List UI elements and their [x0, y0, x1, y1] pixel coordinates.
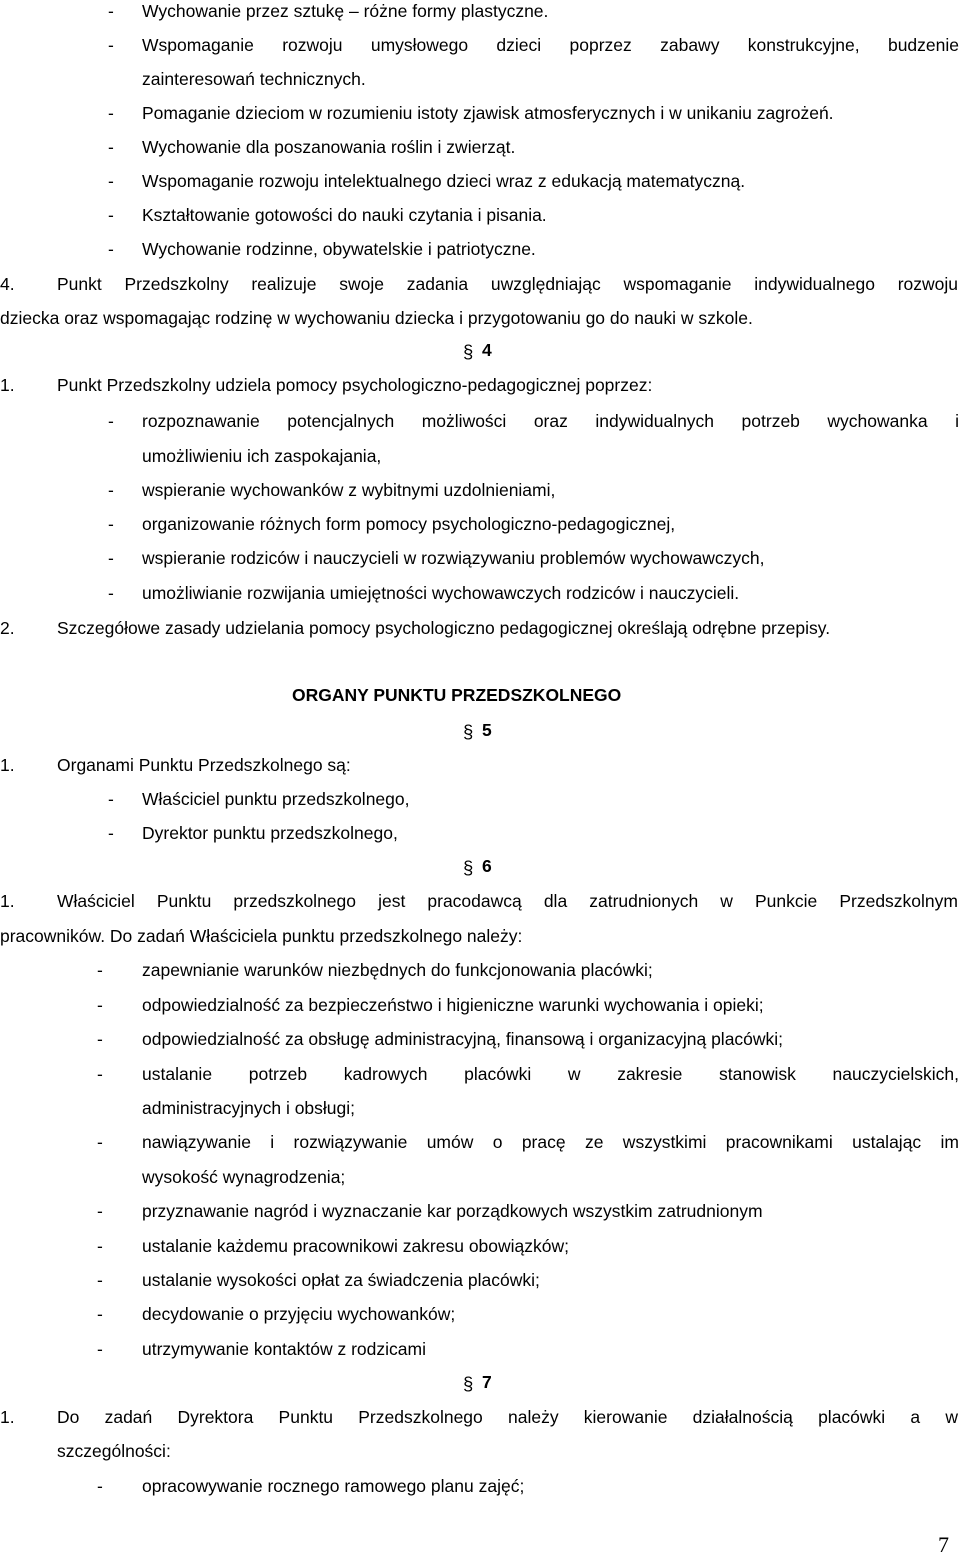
bullet-text: ustalanie potrzeb kadrowych placówki w zakresie stanowisk nauczycielskich,	[142, 1064, 959, 1084]
bullet-dash: -	[97, 1236, 103, 1256]
bullet-text: Pomaganie dzieciom w rozumieniu istoty zjawisk atmosferycznych i w unikaniu zagrożeń.	[142, 103, 834, 123]
section-number: 5	[482, 720, 492, 740]
bullet-dash: -	[97, 1339, 103, 1359]
bullet-text: ustalanie wysokości opłat za świadczenia placówki;	[142, 1270, 540, 1290]
bullet-text: wspieranie rodziców i nauczycieli w rozwiązywaniu problemów wychowawczych,	[142, 548, 765, 568]
item-number: 1.	[0, 1407, 15, 1427]
bullet-text-continuation: administracyjnych i obsługi;	[142, 1098, 356, 1118]
item-text: Punkt Przedszkolny udziela pomocy psychologiczno-pedagogicznej poprzez:	[57, 375, 653, 395]
item-number: 2.	[0, 618, 15, 638]
bullet-dash: -	[108, 411, 114, 431]
item-text-continuation: pracowników. Do zadań Właściciela punktu przedszkolnego należy:	[0, 926, 523, 946]
bullet-text: decydowanie o przyjęciu wychowanków;	[142, 1304, 456, 1324]
bullet-dash: -	[108, 823, 114, 843]
section-sign: §	[463, 341, 474, 362]
bullet-text: nawiązywanie i rozwiązywanie umów o pracę ze wszystkimi pracownikami ustalając im	[142, 1132, 959, 1152]
bullet-dash: -	[108, 35, 114, 55]
bullet-dash: -	[108, 548, 114, 568]
bullet-dash: -	[108, 583, 114, 603]
item-text: Punkt Przedszkolny realizuje swoje zadania uwzględniając wspomaganie indywidualnego rozwoju	[57, 274, 958, 294]
bullet-dash: -	[97, 1201, 103, 1221]
item-text: Właściciel Punktu przedszkolnego jest pracodawcą dla zatrudnionych w Punkcie Przedszkolnym	[57, 891, 958, 911]
bullet-dash: -	[97, 960, 103, 980]
page-number: 7	[938, 1532, 949, 1557]
bullet-text: Kształtowanie gotowości do nauki czytania i pisania.	[142, 205, 547, 225]
item-text-continuation: szczególności:	[57, 1441, 171, 1461]
bullet-dash: -	[97, 1029, 103, 1049]
bullet-text-continuation: umożliwieniu ich zaspokajania,	[142, 446, 382, 466]
bullet-text: Wychowanie przez sztukę – różne formy plastyczne.	[142, 1, 549, 21]
bullet-text: organizowanie różnych form pomocy psychologiczno-pedagogicznej,	[142, 514, 676, 534]
chapter-heading: ORGANY PUNKTU PRZEDSZKOLNEGO	[292, 685, 622, 705]
section-sign: §	[463, 1373, 474, 1394]
bullet-dash: -	[97, 1064, 103, 1084]
bullet-dash: -	[97, 995, 103, 1015]
section-sign: §	[463, 721, 474, 742]
bullet-text: Wspomaganie rozwoju umysłowego dzieci poprzez zabawy konstrukcyjne, budzenie	[142, 35, 959, 55]
bullet-text-continuation: zainteresowań technicznych.	[142, 69, 366, 89]
bullet-text: opracowywanie rocznego ramowego planu zajęć;	[142, 1476, 525, 1496]
bullet-text: zapewnianie warunków niezbędnych do funkcjonowania placówki;	[142, 960, 653, 980]
bullet-text: Wspomaganie rozwoju intelektualnego dzieci wraz z edukacją matematyczną.	[142, 171, 746, 191]
bullet-dash: -	[108, 171, 114, 191]
bullet-dash: -	[108, 1, 114, 21]
item-text: Szczegółowe zasady udzielania pomocy psychologiczno pedagogicznej określają odrębne przepisy.	[57, 618, 831, 638]
bullet-dash: -	[97, 1304, 103, 1324]
bullet-text: utrzymywanie kontaktów z rodzicami	[142, 1339, 426, 1359]
bullet-dash: -	[108, 480, 114, 500]
item-text-continuation: dziecka oraz wspomagając rodzinę w wychowaniu dziecka i przygotowaniu go do nauki w szkole.	[0, 308, 753, 328]
bullet-text: Właściciel punktu przedszkolnego,	[142, 789, 410, 809]
item-number: 1.	[0, 891, 15, 911]
bullet-text: Wychowanie rodzinne, obywatelskie i patriotyczne.	[142, 239, 536, 259]
bullet-text-continuation: wysokość wynagrodzenia;	[142, 1167, 346, 1187]
bullet-dash: -	[97, 1476, 103, 1496]
bullet-dash: -	[97, 1132, 103, 1152]
bullet-text: odpowiedzialność za bezpieczeństwo i higieniczne warunki wychowania i opieki;	[142, 995, 764, 1015]
bullet-text: wspieranie wychowanków z wybitnymi uzdolnieniami,	[142, 480, 556, 500]
bullet-dash: -	[108, 103, 114, 123]
bullet-dash: -	[108, 205, 114, 225]
section-number: 6	[482, 856, 492, 876]
bullet-text: przyznawanie nagród i wyznaczanie kar porządkowych wszystkim zatrudnionym	[142, 1201, 763, 1221]
bullet-dash: -	[108, 514, 114, 534]
bullet-text: rozpoznawanie potencjalnych możliwości oraz indywidualnych potrzeb wychowanka i	[142, 411, 959, 431]
item-number: 1.	[0, 755, 15, 775]
section-sign: §	[463, 857, 474, 878]
section-number: 4	[482, 340, 492, 360]
bullet-text: Dyrektor punktu przedszkolnego,	[142, 823, 398, 843]
bullet-dash: -	[108, 789, 114, 809]
bullet-dash: -	[108, 239, 114, 259]
section-number: 7	[482, 1372, 492, 1392]
item-text: Organami Punktu Przedszkolnego są:	[57, 755, 351, 775]
bullet-dash: -	[108, 137, 114, 157]
bullet-text: odpowiedzialność za obsługę administracyjną, finansową i organizacyjną placówki;	[142, 1029, 784, 1049]
bullet-text: umożliwianie rozwijania umiejętności wychowawczych rodziców i nauczycieli.	[142, 583, 740, 603]
bullet-dash: -	[97, 1270, 103, 1290]
item-number: 4.	[0, 274, 15, 294]
bullet-text: ustalanie każdemu pracownikowi zakresu obowiązków;	[142, 1236, 570, 1256]
item-number: 1.	[0, 375, 15, 395]
bullet-text: Wychowanie dla poszanowania roślin i zwierząt.	[142, 137, 516, 157]
item-text: Do zadań Dyrektora Punktu Przedszkolnego należy kierowanie działalnością placówki a w	[57, 1407, 958, 1427]
